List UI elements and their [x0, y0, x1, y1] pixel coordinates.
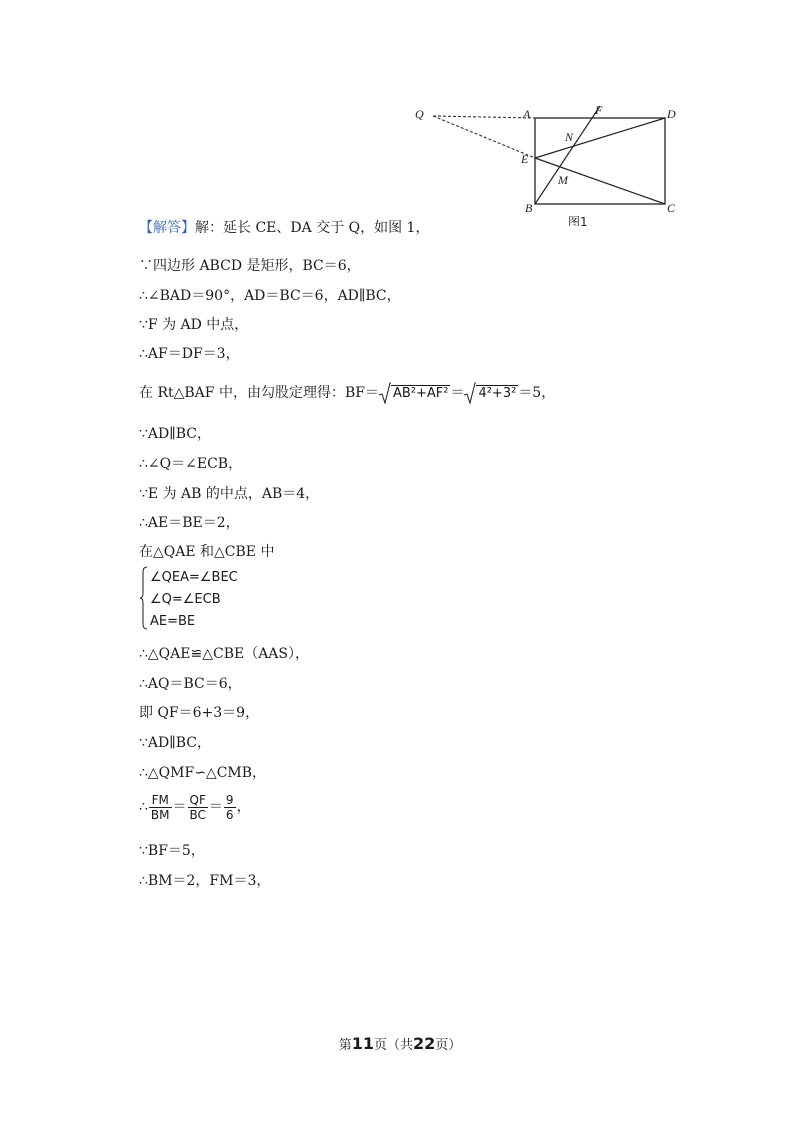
- step-line: 在△QAE 和△CBE 中: [139, 544, 275, 560]
- dashed-line-qe: [433, 116, 535, 158]
- ratio-prefix: ∴: [139, 799, 148, 815]
- label-m: M: [558, 173, 568, 187]
- solution-intro: [139, 219, 429, 237]
- step-line: ∴∠Q＝∠ECB，: [139, 456, 243, 472]
- fraction-denominator: BC: [189, 807, 206, 822]
- step-line: ∵四边形 ABCD 是矩形，BC＝6，: [139, 258, 361, 274]
- radical-sign: [464, 382, 476, 404]
- label-q: Q: [415, 107, 424, 121]
- rectangle-abcd: [535, 118, 665, 204]
- intro-text: 解：延长 CE、DA 交于 Q，如图 1，: [195, 220, 430, 236]
- step-line: ∴AF＝DF＝3，: [139, 346, 240, 362]
- equals-sign: ＝: [172, 799, 187, 815]
- fraction-numerator: QF: [188, 793, 208, 808]
- equals-sign: ＝: [208, 799, 223, 815]
- label-e: E: [521, 152, 529, 166]
- label-a: A: [523, 107, 531, 121]
- equals-sign: ＝: [450, 385, 465, 401]
- sqrt-expression-1: [379, 382, 451, 404]
- system-row: ∠QEA=∠BEC: [150, 570, 238, 585]
- ratio-suffix: ，: [236, 799, 251, 815]
- step-line: ∵AD∥BC，: [139, 735, 211, 751]
- segment-ec: [535, 158, 665, 204]
- answer-heading: 【解答】: [139, 220, 195, 236]
- fraction-denominator: BM: [150, 807, 170, 822]
- page-footer: [0, 1034, 800, 1053]
- step-line: 即 QF＝6+3＝9，: [139, 705, 260, 721]
- dashed-line-qa: [433, 116, 535, 118]
- label-f: F: [595, 103, 603, 117]
- system-row: ∠Q=∠ECB: [150, 592, 221, 607]
- sqrt-content-1: AB²+AF²: [392, 386, 449, 401]
- fraction-9-6: [224, 793, 236, 822]
- system-row: AE=BE: [150, 614, 196, 629]
- step-line: ∴△QMF∽△CMB，: [139, 765, 267, 781]
- radical-sign: [379, 382, 391, 404]
- pythagoras-result: ＝5，: [518, 385, 556, 401]
- fraction-numerator: 9: [225, 792, 234, 807]
- current-page-number: 11: [351, 1034, 374, 1053]
- sqrt-content-2: 4²+3²: [478, 386, 517, 401]
- label-n: N: [565, 130, 574, 144]
- pythagoras-prefix: 在 Rt△BAF 中，由勾股定理得：BF＝: [139, 385, 379, 401]
- fraction-denominator: 6: [225, 807, 234, 822]
- label-b: B: [525, 201, 533, 215]
- label-d: D: [667, 107, 676, 121]
- sqrt-expression-2: [464, 382, 518, 404]
- step-line: ∴△QAE≌△CBE（AAS），: [139, 646, 310, 662]
- step-line: ∵E 为 AB 的中点，AB＝4，: [139, 486, 320, 502]
- fraction-qf-bc: [188, 793, 208, 822]
- ratio-line: [139, 790, 251, 824]
- step-line: ∴AE＝BE＝2，: [139, 515, 240, 531]
- step-line: ∵F 为 AD 中点，: [139, 317, 249, 333]
- footer-mid: 页（共: [373, 1038, 413, 1053]
- footer-post: 页）: [435, 1038, 462, 1053]
- step-line: ∵BF＝5，: [139, 843, 205, 859]
- total-page-number: 22: [413, 1034, 436, 1053]
- figure-caption: 图1: [568, 215, 588, 226]
- step-line: ∴∠BAD＝90°，AD＝BC＝6，AD∥BC，: [139, 288, 401, 304]
- geometry-figure: [405, 96, 705, 226]
- step-line: ∴AQ＝BC＝6，: [139, 676, 242, 692]
- pythagoras-line: [139, 382, 555, 404]
- step-line: ∴BM＝2，FM＝3，: [139, 873, 271, 889]
- fraction-fm-bm: [149, 793, 172, 822]
- segment-ed: [535, 118, 665, 158]
- system-brace: [139, 566, 149, 630]
- footer-pre: 第: [338, 1038, 352, 1053]
- step-line: ∵AD∥BC，: [139, 426, 211, 442]
- label-c: C: [667, 201, 676, 215]
- fraction-numerator: FM: [149, 793, 172, 808]
